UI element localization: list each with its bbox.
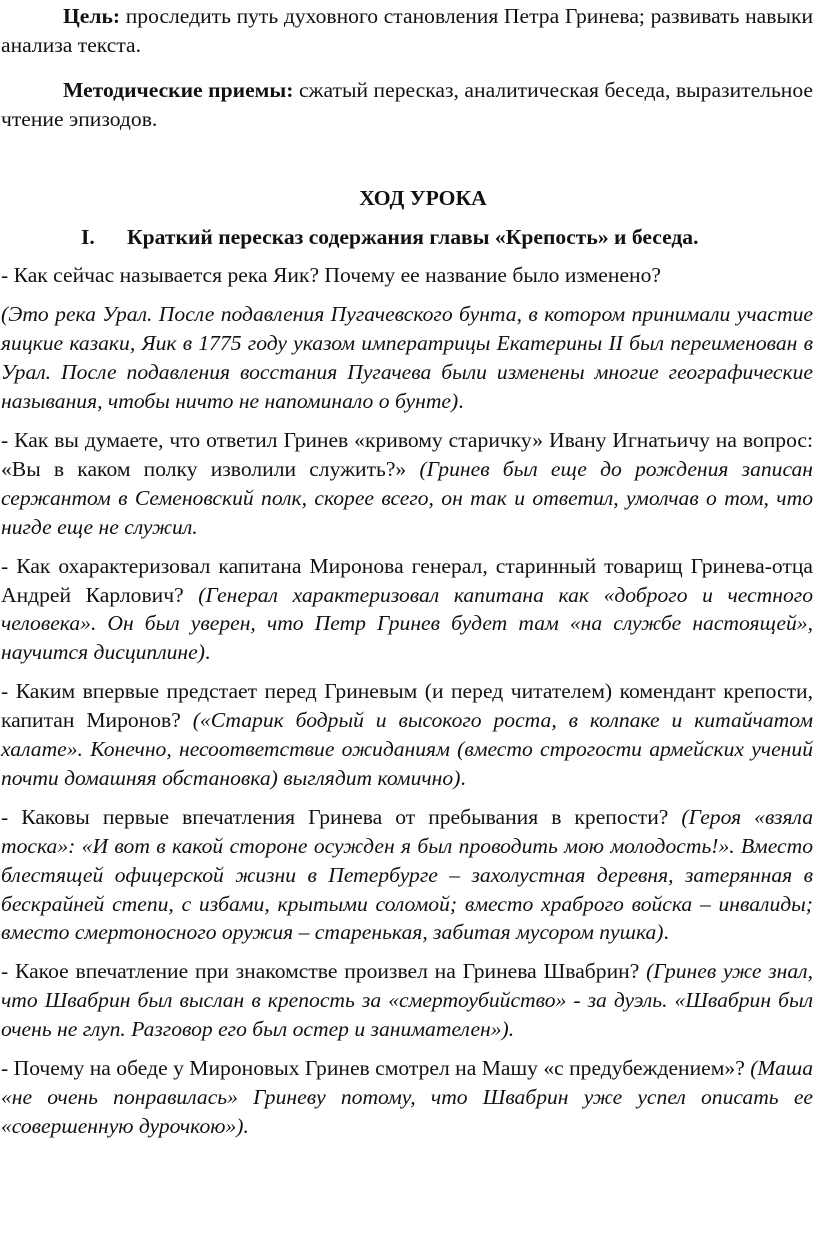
methods-text: сжатый пересказ, аналитическая беседа, выразительное чтение эпизодов. xyxy=(1,77,813,131)
answer-tail: . xyxy=(663,920,669,945)
methods-label: Методические приемы: xyxy=(63,77,294,102)
question-text: - Каким впервые предстает перед Гриневым (и перед читателем) комендант крепости, капитан Миронов? xyxy=(1,679,813,733)
answer-paragraph xyxy=(1,300,813,416)
question-text: - Как вы думаете, что ответил Гринев «кривому старичку» Ивану Игнатьичу на вопрос: «Вы в каком полку изволили служить?» xyxy=(1,427,813,481)
answer-tail: . xyxy=(204,640,211,665)
answer-text: (Маша «не очень понравилась» Гриневу потому, что Швабрин уже успел описать ее «совершенную дурочкою»). xyxy=(1,1056,813,1138)
answer-text: (Генерал характеризовал капитана как «доброго и честного человека». Он был уверен, что Петр Гринев будет там «на службе настоящей», научится дисциплине) xyxy=(1,582,813,665)
question-text: - Как сейчас называется река Яик? Почему ее название было изменено? xyxy=(1,263,661,288)
answer-text: (Гринев был еще до рождения записан сержантом в Семеновский полк, скорее всего, он так и ответил, умолчав о том, что нигде еще не служил. xyxy=(1,456,813,539)
answer-text: (Это река Урал. После подавления Пугачевского бунта, в котором принимали участие яицкие казаки, Яик в 1775 году указом императрицы Екатерины II был переименован в Урал. После подавления восстания Пугачева были изменены многие географические называния, чтобы ничто не напоминало о бунте) xyxy=(1,302,813,414)
question-paragraph xyxy=(1,426,813,542)
answer-text: (Героя «взяла тоска»: «И вот в какой стороне осужден я был проводить мою молодость!». Вместо блестящей офицерской жизни в Петербурге – захолустная деревня, затерянная в бескрайней степи, с избами, крытыми соломой; вместо храброго войска – инвалиды; вместо смертоносного оружия – старенькая, забитая мусором пушка) xyxy=(1,804,813,945)
question-paragraph xyxy=(1,261,813,290)
section-title xyxy=(1,223,813,252)
question-paragraph xyxy=(1,677,813,793)
question-text: - Какое впечатление при знакомстве произвел на Гринева Швабрин? xyxy=(1,959,647,984)
goal-text: проследить путь духовного становления Петра Гринева; развивать навыки анализа текста. xyxy=(1,4,813,57)
lesson-heading: ХОД УРОКА xyxy=(359,185,487,210)
question-paragraph xyxy=(1,1054,813,1141)
question-text: - Как охарактеризовал капитана Миронова генерал, старинный товарищ Гринева-отца Андрей Карлович? xyxy=(1,553,813,607)
question-text: - Каковы первые впечатления Гринева от пребывания в крепости? xyxy=(1,804,682,829)
answer-text: («Старик бодрый и высокого роста, в колпаке и китайчатом халате». Конечно, несоответствие ожиданиям (вместо строгости армейских учений почти домашняя обстановка) выглядит комично) xyxy=(1,708,813,790)
section-number: I. xyxy=(81,224,95,249)
goal-paragraph xyxy=(1,2,813,60)
answer-text: (Гринев уже знал, что Швабрин был выслан в крепость за «смертоубийство» - за дуэль. «Швабрин был очень не глуп. Разговор его был остер и занимателен»). xyxy=(1,959,813,1042)
question-paragraph xyxy=(1,957,813,1044)
question-paragraph xyxy=(1,803,813,948)
answer-tail: . xyxy=(458,389,464,414)
methods-paragraph xyxy=(1,76,813,134)
section-title-text: Краткий пересказ содержания главы «Крепость» и беседа. xyxy=(127,224,699,249)
answer-tail: . xyxy=(460,765,466,790)
goal-label: Цель: xyxy=(63,4,121,28)
blank-line xyxy=(1,134,813,184)
question-text: - Почему на обеде у Мироновых Гринев смотрел на Машу «с предубеждением»? xyxy=(1,1056,751,1081)
question-paragraph xyxy=(1,552,813,668)
